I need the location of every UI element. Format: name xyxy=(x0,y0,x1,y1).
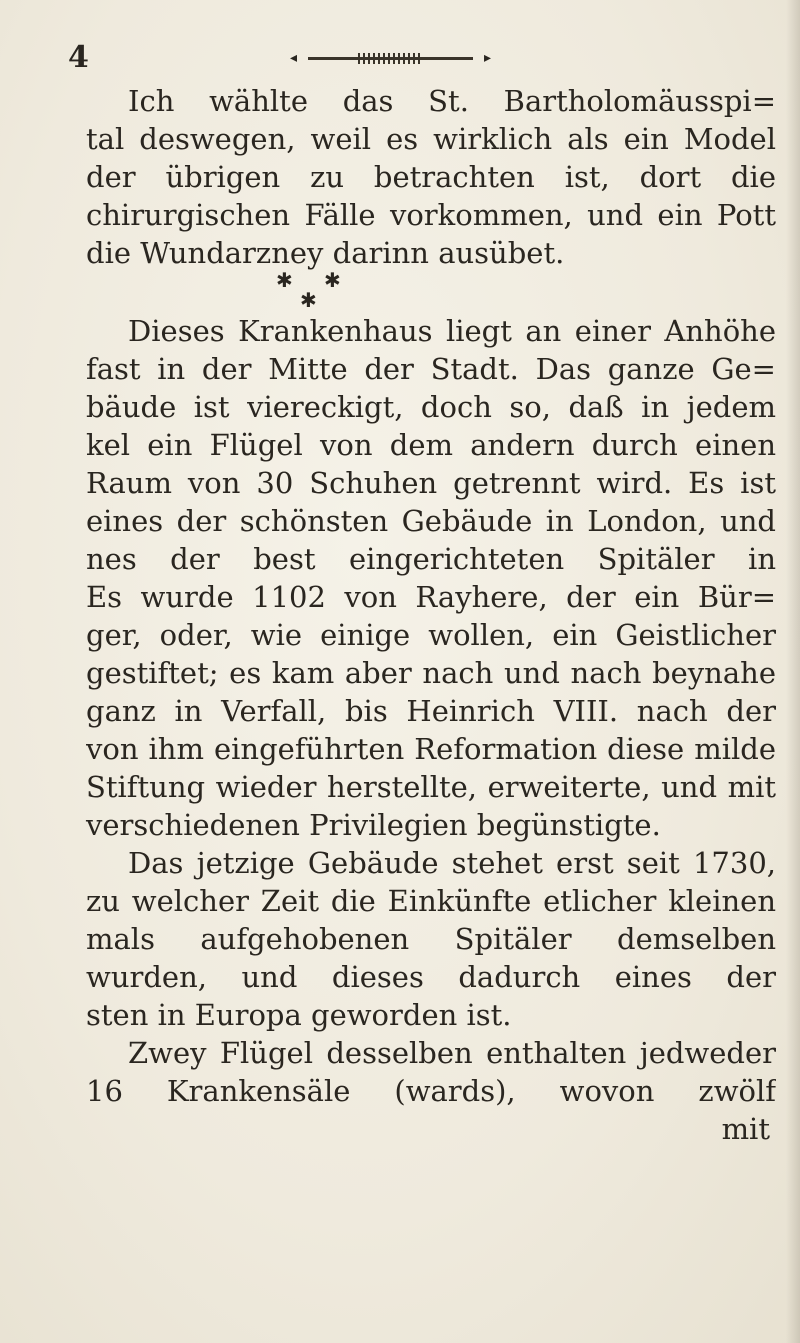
text-line: mals aufgehobenen Spitäler demselben xyxy=(86,922,776,956)
page-number: 4 xyxy=(68,40,89,75)
text-line: Es wurde 1102 von Rayhere, der ein Bür= xyxy=(86,580,776,614)
text-line: die Wundarzney darinn ausübet. xyxy=(86,236,565,270)
text-line: kel ein Flügel von dem andern durch einen xyxy=(86,428,776,462)
text-line: Ich wählte das St. Bartholomäusspi= xyxy=(128,84,776,118)
text-line: chirurgischen Fälle vorkommen, und ein Pott xyxy=(86,198,776,232)
text-line: gestiftet; es kam aber nach und nach beynahe xyxy=(86,656,776,690)
body-text xyxy=(86,82,776,1148)
text-line: ger, oder, wie einige wollen, ein Geistlicher xyxy=(86,618,776,652)
text-line: Raum von 30 Schuhen getrennt wird. Es ist xyxy=(86,466,776,500)
text-line: verschiedenen Privilegien begünstigte. xyxy=(86,808,661,842)
section-separator xyxy=(86,268,776,312)
text-line: ganz in Verfall, bis Heinrich VIII. nach der xyxy=(86,694,776,728)
text-line: sten in Europa geworden ist. xyxy=(86,998,512,1032)
asterisk-icon: ✱ xyxy=(276,268,293,292)
text-line: Zwey Flügel desselben enthalten jedweder xyxy=(128,1036,776,1070)
text-line: der übrigen zu betrachten ist, dort die xyxy=(86,160,776,194)
asterisk-icon: ✱ xyxy=(300,288,317,312)
text-line: Das jetzige Gebäude stehet erst seit 1730, xyxy=(128,846,776,880)
text-line: fast in der Mitte der Stadt. Das ganze Ge= xyxy=(86,352,776,386)
page-edge-shadow xyxy=(786,0,800,1343)
catchword: mit xyxy=(721,1112,770,1146)
text-line: zu welcher Zeit die Einkünfte etlicher kleinen xyxy=(86,884,776,918)
text-line: bäude ist viereckigt, doch so, daß in jedem xyxy=(86,390,776,424)
text-line: nes der best eingerichteten Spitäler in xyxy=(86,542,776,576)
text-line: von ihm eingeführten Reformation diese milde xyxy=(86,732,776,766)
decorative-rule-icon: ◂ ▸ xyxy=(290,50,491,66)
text-line: Stiftung wieder herstellte, erweiterte, und mit xyxy=(86,770,776,804)
asterisk-icon: ✱ xyxy=(324,268,341,292)
text-line: eines der schönsten Gebäude in London, und xyxy=(86,504,776,538)
text-line: tal deswegen, weil es wirklich als ein Model xyxy=(86,122,776,156)
text-line: Dieses Krankenhaus liegt an einer Anhöhe xyxy=(128,314,776,348)
text-line: 16 Krankensäle (wards), wovon zwölf xyxy=(86,1074,776,1108)
text-line: wurden, und dieses dadurch eines der xyxy=(86,960,776,994)
